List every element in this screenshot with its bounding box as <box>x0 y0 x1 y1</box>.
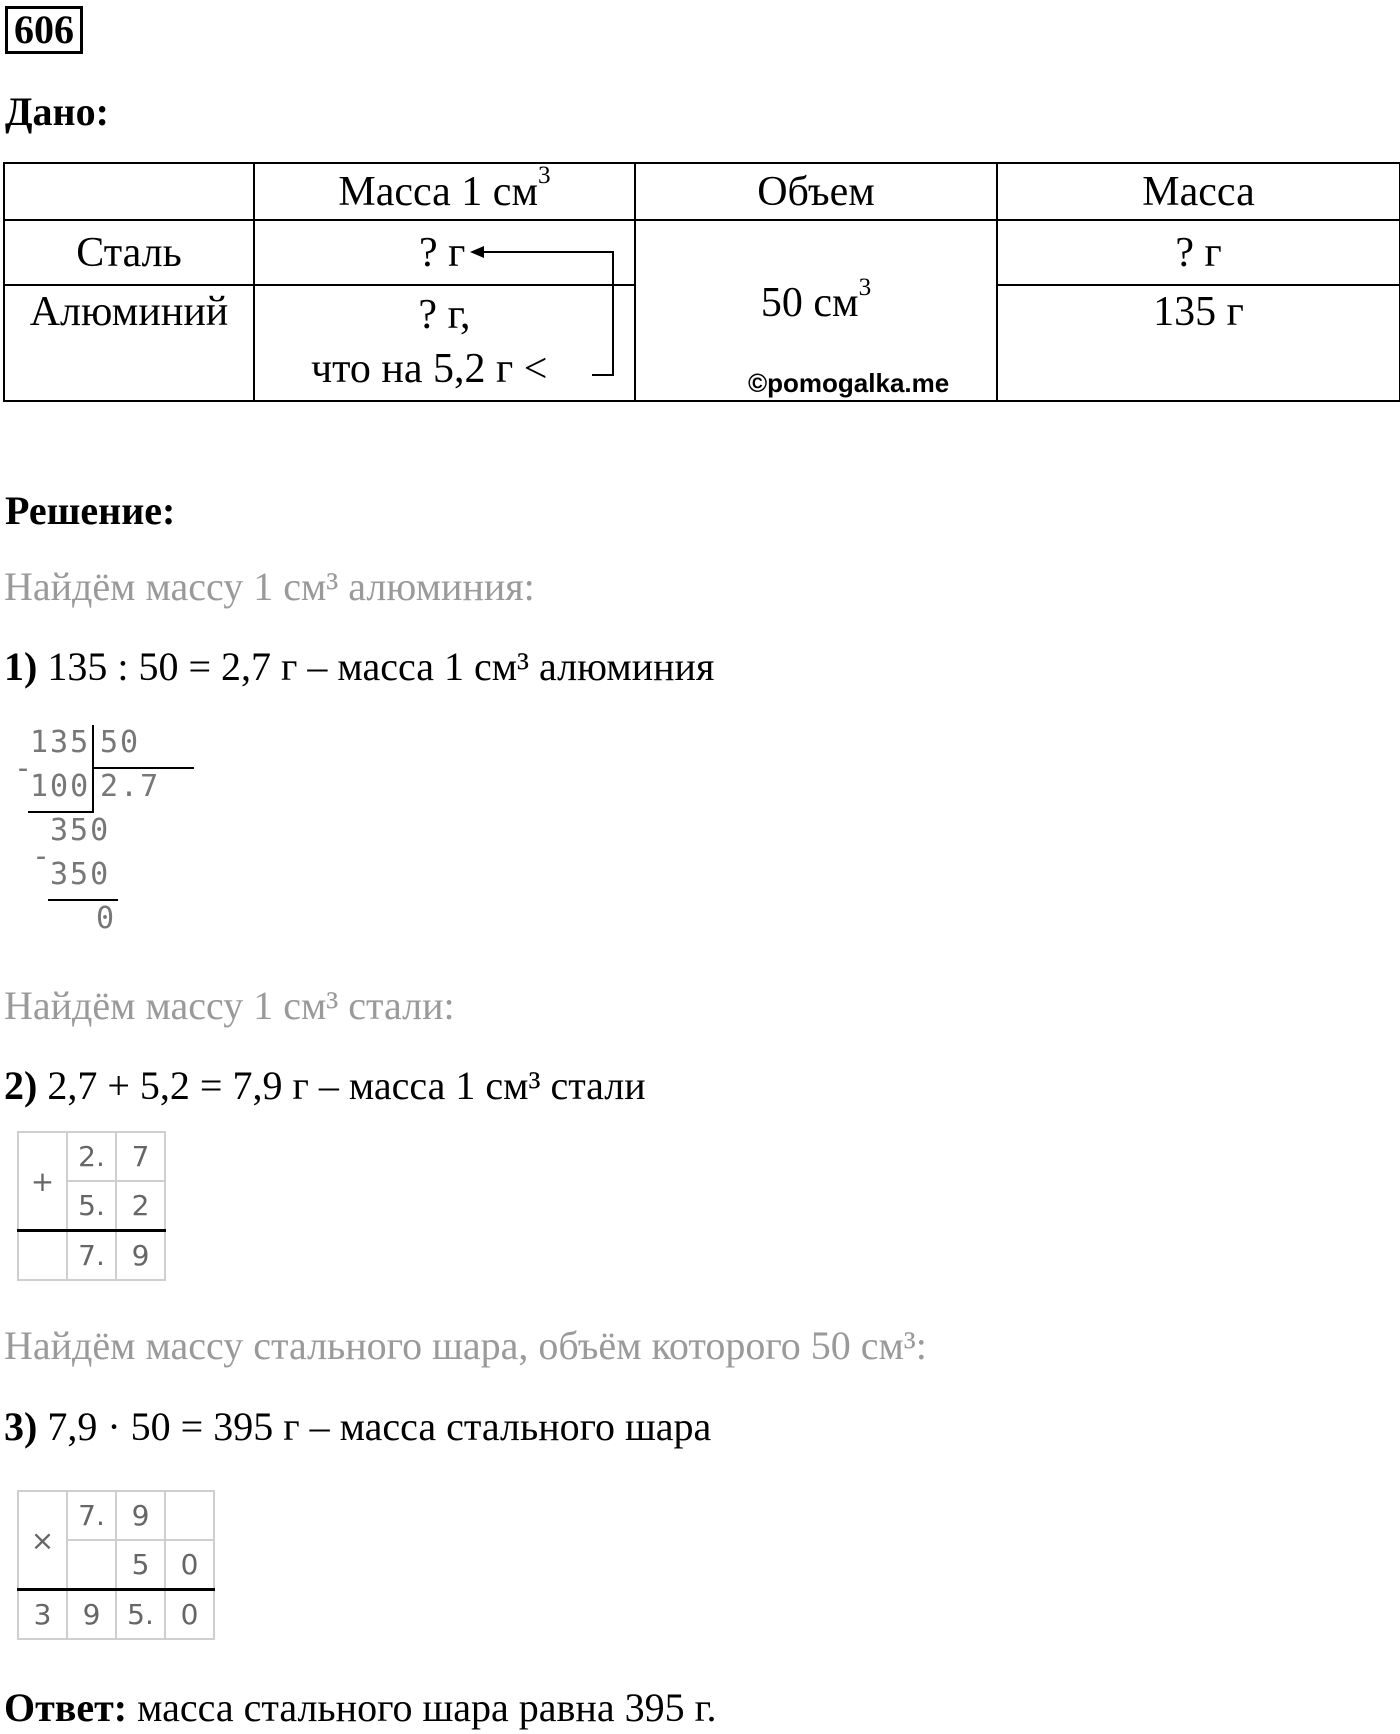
division-minus-1: - <box>14 751 35 786</box>
step3-line: 3) 7,9 · 50 = 395 г – масса стального шара <box>4 1404 712 1449</box>
row-aluminum-name: Алюминий <box>4 285 254 401</box>
addition-cell: 7. <box>67 1231 116 1281</box>
division-divisor: 50 <box>100 725 141 760</box>
division-quotient: 2.7 <box>100 769 161 804</box>
division-minus-2: - <box>32 839 53 874</box>
division-sub1: 100 <box>30 769 91 804</box>
multiplication-grid <box>17 1490 215 1640</box>
multiplication-cell <box>67 1540 116 1590</box>
comparison-arrow-icon <box>470 240 620 390</box>
multiplication-cell: 9 <box>116 1491 165 1540</box>
step3-hint: Найдём массу стального шара, объём которого 50 см³: <box>4 1323 927 1368</box>
header-empty <box>4 163 254 220</box>
addition-cell <box>18 1231 67 1281</box>
addition-cell: 9 <box>116 1231 165 1281</box>
multiplication-cell: 0 <box>165 1540 214 1590</box>
multiplication-cell: 5. <box>116 1590 165 1640</box>
header-volume: Объем <box>635 163 997 220</box>
header-mass: Масса <box>997 163 1400 220</box>
multiplication-cell: 5 <box>116 1540 165 1590</box>
step1-hint: Найдём массу 1 см³ алюминия: <box>4 564 535 609</box>
multiplication-cell <box>165 1491 214 1540</box>
multiplication-cell: 9 <box>67 1590 116 1640</box>
given-label: Дано: <box>5 89 109 134</box>
answer-line: Ответ: масса стального шара равна 395 г. <box>4 1685 717 1730</box>
multiplication-cell: 3 <box>18 1590 67 1640</box>
addition-cell: 5. <box>67 1181 116 1231</box>
row-steel-mass: ? г <box>997 220 1400 285</box>
aluminum-mass1-line1: ? г, <box>418 292 471 338</box>
division-divisor-line <box>92 767 194 769</box>
addition-sign: + <box>18 1132 67 1231</box>
division-sub2: 350 <box>50 857 111 892</box>
addition-cell: 7 <box>116 1132 165 1181</box>
row-steel-name: Сталь <box>4 220 254 285</box>
multiplication-cell: 0 <box>165 1590 214 1640</box>
step2-line: 2) 2,7 + 5,2 = 7,9 г – масса 1 см³ стали <box>4 1063 646 1108</box>
volume-cell: 50 $см^3$ <box>635 220 997 401</box>
addition-grid <box>17 1131 166 1281</box>
header-mass-per-cm3: Масса 1 $см^3$ <box>254 163 635 220</box>
division-rem1: 350 <box>50 813 111 848</box>
row-aluminum-mass: 135 г <box>997 285 1400 401</box>
division-dividend: 135 <box>30 725 91 760</box>
division-vertical-line <box>92 725 94 813</box>
solution-label: Решение: <box>5 488 176 533</box>
multiplication-cell: 7. <box>67 1491 116 1540</box>
step2-hint: Найдём массу 1 см³ стали: <box>4 983 455 1028</box>
division-rem2: 0 <box>96 901 117 936</box>
task-number: 606 <box>5 6 83 54</box>
aluminum-mass1-line2: что на 5,2 г < <box>311 346 548 392</box>
given-table <box>3 162 1400 402</box>
multiplication-sign: × <box>18 1491 67 1590</box>
step1-line: 1) 135 : 50 = 2,7 г – масса 1 см³ алюминия <box>4 644 715 689</box>
long-division <box>14 725 178 936</box>
watermark: ©pomogalka.me <box>748 368 950 398</box>
addition-cell: 2. <box>67 1132 116 1181</box>
addition-cell: 2 <box>116 1181 165 1231</box>
division-line-2 <box>48 899 118 901</box>
row-steel-mass1: ? г <box>254 220 635 285</box>
division-line-1 <box>28 811 94 813</box>
